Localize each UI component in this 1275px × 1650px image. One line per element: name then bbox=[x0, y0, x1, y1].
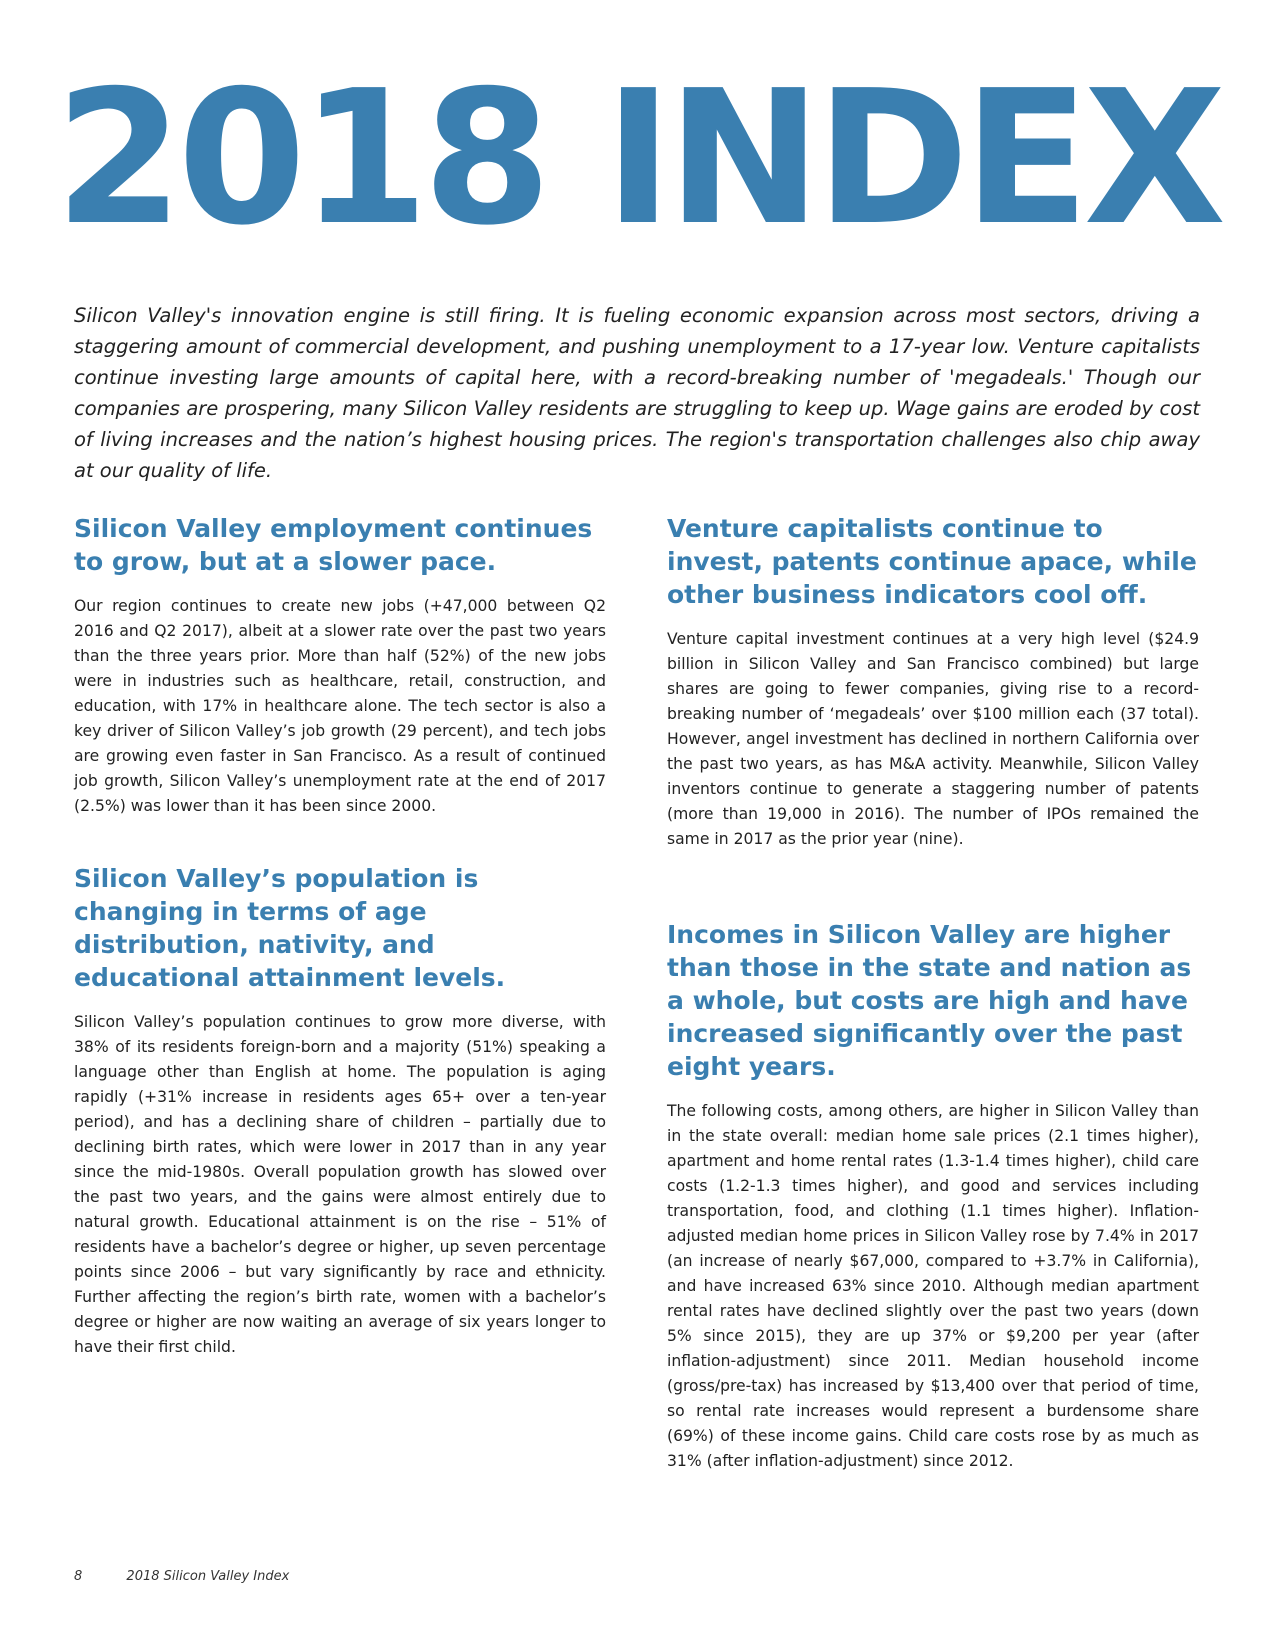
section-heading: Venture capitalists continue to invest, patents continue apace, while other business indicators cool off. bbox=[667, 514, 1197, 609]
section-body: Our region continues to create new jobs (+47,000 between Q2 2016 and Q2 2017), albeit at a slower rate over the past two years than the three years prior. More than half (52%) of the new jobs were in industries such as healthcare, retail, construction, and education, with 17% in healthcare alone. The tech sector is also a key driver of Silicon Valley’s job growth (29 percent), and tech jobs are growing even faster in San Francisco. As a result of continued job growth, Silicon Valley’s unemployment rate at the end of 2017 (2.5%) was lower than it has been since 2000. bbox=[74, 597, 606, 815]
section-employment bbox=[74, 512, 606, 819]
page-footer bbox=[74, 1569, 289, 1584]
section-body: The following costs, among others, are higher in Silicon Valley than in the state overall: median home sale prices (2.1 times higher), apartment and home rental rates (1.3-1.4 times higher), child care costs (1.2-1.3 times higher), and good and services including transportation, food, and clothing (1.1 times higher). Inflation-adjusted median home prices in Silicon Valley rose by 7.4% in 2017 (an increase of nearly $67,000, compared to +3.7% in California), and have increased 63% since 2010. Although median apartment rental rates have declined slightly over the past two years (down 5% since 2015), they are up 37% or $9,200 per year (after inflation-adjustment) since 2011. Median household income (gross/pre-tax) has increased by $13,400 over that period of time, so rental rate increases would represent a burdensome share (69%) of these income gains. Child care costs rose by as much as 31% (after inflation-adjustment) since 2012. bbox=[667, 1102, 1199, 1470]
section-heading: Silicon Valley’s population is changing in terms of age distribution, nativity, and educational attainment levels. bbox=[74, 864, 506, 992]
page-title: 2018 INDEX bbox=[54, 50, 1221, 266]
section-body: Silicon Valley’s population continues to grow more diverse, with 38% of its residents foreign-born and a majority (51%) speaking a language other than English at home. The population is aging rapidly (+31% increase in residents ages 65+ over a ten-year period), and has a declining share of children – partially due to declining birth rates, which were lower in 2017 than in any year since the mid-1980s. Overall population growth has slowed over the past two years, and the gains were almost entirely due to natural growth. Educational attainment is on the rise – 51% of residents have a bachelor’s degree or higher, up seven percentage points since 2006 – but vary significantly by race and ethnicity. Further affecting the region’s birth rate, women with a bachelor’s degree or higher are now waiting an average of six years longer to have their first child. bbox=[74, 1013, 606, 1356]
section-incomes bbox=[667, 918, 1199, 1474]
page-number: 8 bbox=[74, 1569, 83, 1584]
section-venture-capital bbox=[667, 512, 1199, 852]
section-population bbox=[74, 862, 606, 1360]
section-heading: Incomes in Silicon Valley are higher than those in the state and nation as a whole, but costs are high and have increased significantly over the past eight years. bbox=[667, 920, 1192, 1081]
publication-name: 2018 Silicon Valley Index bbox=[126, 1569, 290, 1584]
section-heading: Silicon Valley employment continues to grow, but at a slower pace. bbox=[74, 514, 593, 576]
intro-paragraph: Silicon Valley's innovation engine is still firing. It is fueling economic expansion across most sectors, driving a staggering amount of commercial development, and pushing unemployment to a 17-year low. Venture capitalists continue investing large amounts of capital here, with a record-breaking number of 'megadeals.' Though our companies are prospering, many Silicon Valley residents are struggling to keep up. Wage gains are eroded by cost of living increases and the nation’s highest housing prices. The region's transportation challenges also chip away at our quality of life. bbox=[74, 304, 1200, 482]
section-body: Venture capital investment continues at a very high level ($24.9 billion in Silicon Valley and San Francisco combined) but large shares are going to fewer companies, giving rise to a record-breaking number of ‘megadeals’ over $100 million each (37 total). However, angel investment has declined in northern California over the past two years, as has M&A activity. Meanwhile, Silicon Valley inventors continue to generate a staggering number of patents (more than 19,000 in 2016). The number of IPOs remained the same in 2017 as the prior year (nine). bbox=[667, 630, 1199, 848]
